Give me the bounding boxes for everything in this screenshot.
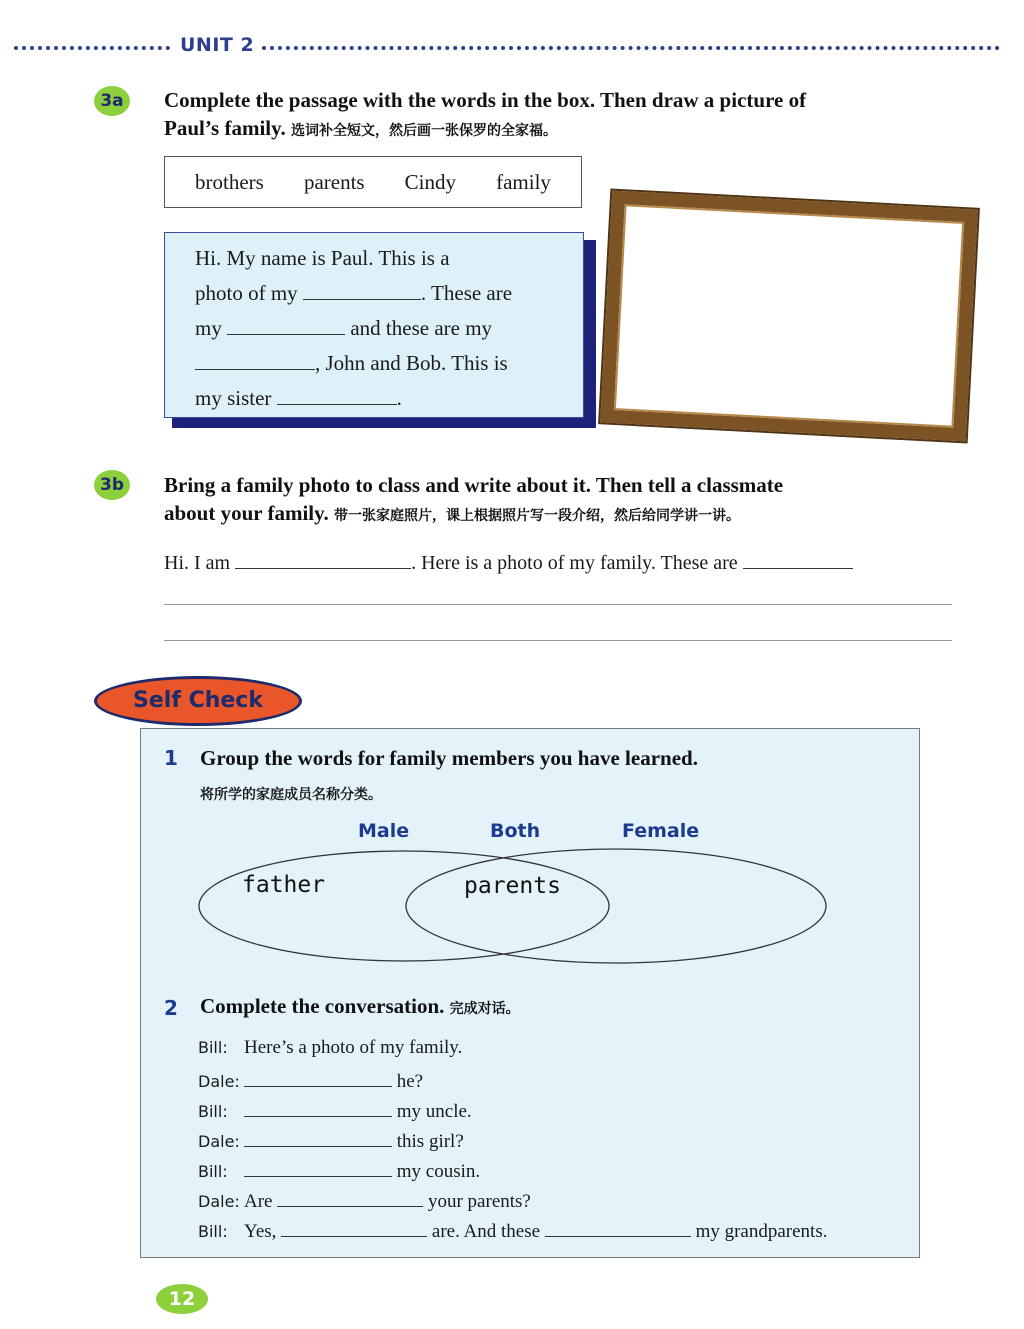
venn-diagram <box>196 848 832 968</box>
venn-label-male: Male <box>358 820 410 842</box>
self-check-badge: Self Check <box>94 676 302 726</box>
page-number: 12 <box>156 1284 208 1314</box>
answer-blank[interactable] <box>545 1214 691 1237</box>
speaker: Bill: <box>198 1038 228 1057</box>
answer-blank[interactable] <box>244 1154 392 1177</box>
instruction-line2 <box>164 114 974 145</box>
venn-label-female: Female <box>622 820 700 842</box>
speaker: Dale: <box>198 1072 240 1091</box>
blank-input[interactable] <box>277 382 397 405</box>
line-text: Are <box>244 1191 273 1212</box>
blank-input[interactable] <box>195 347 315 370</box>
writing-line[interactable] <box>164 604 952 605</box>
passage-text: , John and Bob. This is <box>315 351 508 375</box>
passage-line <box>195 381 583 416</box>
name-blank[interactable] <box>235 546 411 569</box>
instruction-cn: 完成对话。 <box>449 1001 520 1017</box>
header-dots-right <box>262 46 1000 50</box>
item-2-instruction <box>200 992 520 1023</box>
venn-word-parents: parents <box>464 873 561 899</box>
section-3a-badge: 3a <box>94 86 130 116</box>
speaker: Bill: <box>198 1222 228 1241</box>
passage-line <box>195 346 583 381</box>
word-family: family <box>496 169 551 194</box>
speaker: Bill: <box>198 1162 228 1181</box>
line-text: this girl? <box>396 1131 464 1152</box>
venn-word-father: father <box>242 872 326 898</box>
line-text: Here’s a photo of my family. <box>244 1037 463 1058</box>
passage-line <box>195 276 583 311</box>
item-2-number: 2 <box>164 996 178 1020</box>
conversation-line <box>198 1184 531 1212</box>
line-text: your parents? <box>427 1191 531 1212</box>
instruction-line2 <box>164 499 974 530</box>
passage-line: Hi. My name is Paul. This is a <box>195 246 450 270</box>
blank-input[interactable] <box>303 277 421 300</box>
line-text: my uncle. <box>396 1101 472 1122</box>
line-text: he? <box>396 1071 424 1092</box>
answer-blank[interactable] <box>281 1214 427 1237</box>
item-1-number: 1 <box>164 746 178 770</box>
line-text: Yes, <box>244 1221 277 1242</box>
passage-text: . These are <box>420 281 513 305</box>
instruction-en: about your family. <box>164 501 329 525</box>
word-parents: parents <box>303 169 365 194</box>
instruction-en: Paul’s family. <box>164 116 286 140</box>
line-text: my cousin. <box>396 1161 481 1182</box>
instruction-line1: Complete the passage with the words in the box. Then draw a picture of <box>164 88 807 112</box>
family-blank[interactable] <box>743 546 853 569</box>
conversation-line <box>198 1214 827 1242</box>
conversation-line <box>198 1154 480 1182</box>
passage-line <box>195 311 583 346</box>
section-3b-badge: 3b <box>94 470 130 500</box>
answer-blank[interactable] <box>277 1184 423 1207</box>
section-3b-instruction <box>164 471 974 530</box>
answer-blank[interactable] <box>244 1094 392 1117</box>
blank-input[interactable] <box>227 312 345 335</box>
answer-blank[interactable] <box>244 1124 392 1147</box>
passage-text: my <box>195 316 222 340</box>
passage-box <box>164 232 584 418</box>
passage-text: and these are my <box>350 316 493 340</box>
word-cindy: Cindy <box>404 169 457 194</box>
text-a: Hi. I am <box>164 552 231 574</box>
venn-label-both: Both <box>490 820 541 842</box>
photo-frame[interactable] <box>600 191 978 442</box>
instruction-cn: 带一张家庭照片，课上根据照片写一段介绍，然后给同学讲一讲。 <box>333 508 740 524</box>
speaker: Dale: <box>198 1132 240 1151</box>
instruction-cn: 选词补全短文，然后画一张保罗的全家福。 <box>290 123 557 139</box>
unit-title: UNIT 2 <box>180 34 255 56</box>
line-text: are. And these <box>431 1221 541 1242</box>
writing-line[interactable] <box>164 640 952 641</box>
section-3b-text <box>164 546 853 575</box>
word-box <box>164 156 582 208</box>
item-1-instruction: Group the words for family members you have learned. <box>200 746 698 770</box>
word-brothers: brothers <box>195 169 264 194</box>
conversation-line <box>198 1124 464 1152</box>
conversation-line <box>198 1094 472 1122</box>
speaker: Dale: <box>198 1192 240 1211</box>
passage-text: my sister <box>195 386 272 410</box>
venn-male-ellipse <box>199 851 609 961</box>
text-b: . Here is a photo of my family. These are <box>411 552 738 574</box>
instruction-line1: Bring a family photo to class and write about it. Then tell a classmate <box>164 473 784 497</box>
passage-text: photo of my <box>195 281 298 305</box>
passage-text: . <box>396 386 402 410</box>
instruction-en: Complete the conversation. <box>200 994 445 1018</box>
conversation-line <box>198 1034 462 1062</box>
conversation-line <box>198 1064 423 1092</box>
venn-female-ellipse <box>406 849 826 963</box>
answer-blank[interactable] <box>244 1064 392 1087</box>
header-dots-left <box>14 46 170 50</box>
item-1-instruction-cn: 将所学的家庭成员名称分类。 <box>200 787 382 803</box>
section-3a-instruction <box>164 86 974 145</box>
speaker: Bill: <box>198 1102 228 1121</box>
line-text: my grandparents. <box>695 1221 828 1242</box>
